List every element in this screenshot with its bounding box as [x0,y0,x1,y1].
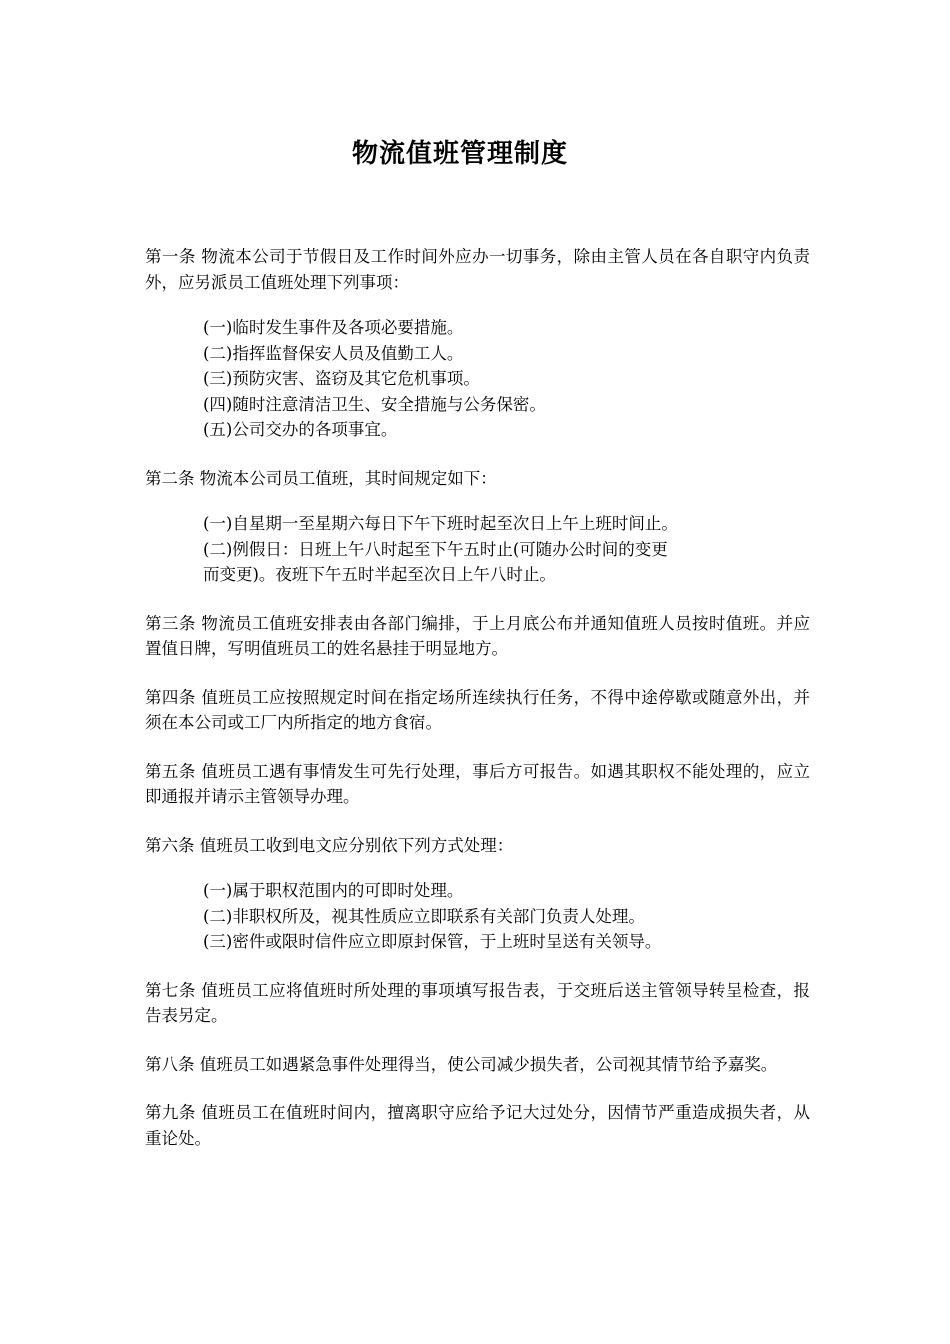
list-item: (三)预防灾害、盗窃及其它危机事项。 [203,369,480,388]
list-item: (二)例假日：日班上午八时起至下午五时止(可随办公时间的变更 [203,539,668,559]
article-2-items [145,511,810,588]
list-item: (二)非职权所及，视其性质应立即联系有关部门负责人处理。 [203,906,645,926]
list-item: (五)公司交办的各项事宜。 [203,420,398,439]
article-1: 第一条 物流本公司于节假日及工作时间外应办一切事务，除由主管人员在各自职守内负责外，应另派员工值班处理下列事项： [145,247,810,292]
article-9: 第九条 值班员工在值班时间内，擅离职守应给予记大过处分，因情节严重造成损失者，从重论处。 [145,1103,810,1148]
list-item: (四)随时注意清洁卫生、安全措施与公务保密。 [203,394,546,414]
article-3: 第三条 物流员工值班安排表由各部门编排，于上月底公布并通知值班人员按时值班。并应置值日牌，写明值班员工的姓名悬挂于明显地方。 [145,613,810,658]
article-2: 第二条 物流本公司员工值班，其时间规定如下： [145,468,497,488]
article-6-items [145,878,810,955]
document-body [145,244,810,1174]
article-8: 第八条 值班员工如遇紧急事件处理得当，使公司减少损失者，公司视其情节给予嘉奖。 [145,1054,778,1074]
list-item: (一)临时发生事件及各项必要措施。 [203,318,464,337]
list-item: 而变更)。夜班下午五时半起至次日上午八时止。 [203,565,556,584]
article-6: 第六条 值班员工收到电文应分别依下列方式处理： [145,835,514,855]
article-4: 第四条 值班员工应按照规定时间在指定场所连续执行任务，不得中途停歇或随意外出，并须在本公司或工厂内所指定的地方食宿。 [145,687,810,732]
document-title: 物流值班管理制度 [351,139,568,169]
article-5: 第五条 值班员工遇有事情发生可先行处理，事后方可报告。如遇其职权不能处理的，应立即通报并请示主管领导办理。 [145,761,810,806]
list-item: (一)自星期一至星期六每日下午下班时起至次日上午上班时间止。 [203,514,678,533]
article-1-items [145,315,810,443]
list-item: (二)指挥监督保安人员及值勤工人。 [203,343,464,363]
list-item: (一)属于职权范围内的可即时处理。 [203,881,464,900]
list-item: (三)密件或限时信件应立即原封保管，于上班时呈送有关领导。 [203,932,662,951]
article-7: 第七条 值班员工应将值班时所处理的事项填写报告表，于交班后送主管领导转呈检查，报告表另定。 [145,980,810,1025]
